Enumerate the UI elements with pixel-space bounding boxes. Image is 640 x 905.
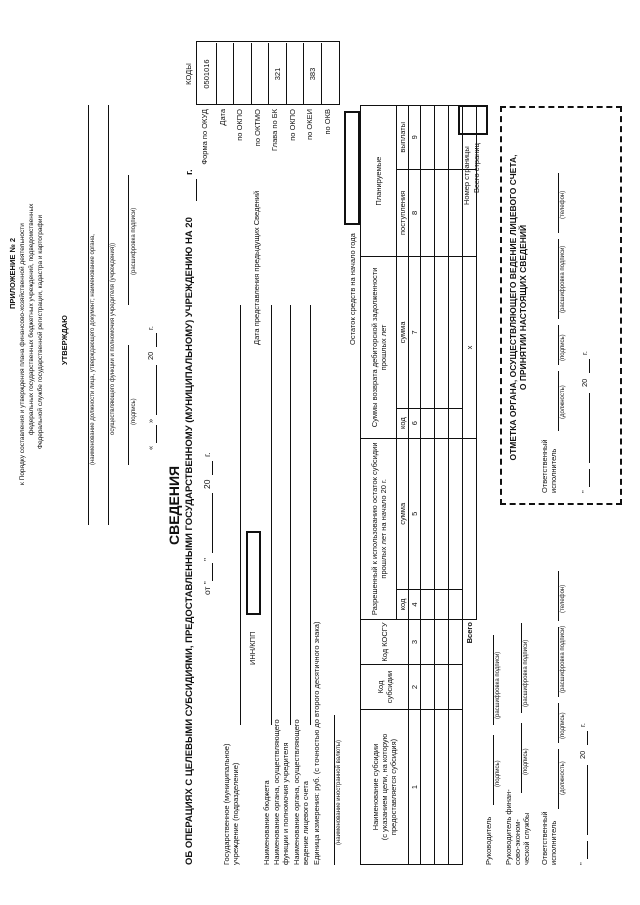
organ-label-2: функции и полномочия учредителя: [281, 742, 290, 865]
appendix-line3: Федеральной службе государственной регистрации, кадастра и картографии: [37, 214, 44, 449]
account-field[interactable]: [310, 305, 311, 725]
approve-function-caption: осуществляющего функции и полномочия учредителя (учреждения)): [110, 242, 116, 435]
mark-position-caption: (должность): [560, 385, 566, 419]
fin-label-3: ческой службы: [522, 812, 531, 865]
approve-signature-caption: (подпись): [131, 398, 137, 425]
inn-label: ИНН/КПП: [248, 631, 257, 665]
mark-exec-2: исполнитель: [549, 448, 558, 493]
mark-title-2: О ПРИНЯТИИ НАСТОЯЩИХ СВЕДЕНИЙ: [518, 224, 528, 391]
col-num-2: 2: [409, 665, 421, 710]
sign-date-g: г.: [578, 723, 587, 727]
from-year: 20: [202, 479, 212, 489]
approve-date-open: «: [146, 445, 155, 450]
mark-title-1: ОТМЕТКА ОРГАНА, ОСУЩЕСТВЛЯЮЩЕГО ВЕДЕНИЕ ЛИЦЕВОГО СЧЕТА,: [508, 154, 518, 461]
fin-label-2: сово-эконом-: [513, 819, 522, 865]
page-total-label: Всего страниц: [472, 143, 481, 193]
code-label: Глава по БК: [270, 109, 279, 151]
account-label-1: Наименование органа, осуществляющего: [292, 719, 301, 865]
header-return-sum: сумма: [397, 257, 409, 408]
prev-date-label: Дата представления предыдущих Сведений: [252, 190, 261, 345]
balance-label: Остаток средств на начало года: [348, 233, 357, 345]
head-sign-caption: (подпись): [495, 760, 501, 787]
total-row: [463, 106, 477, 865]
header-planned: Планируемые: [361, 106, 397, 257]
mark-decode-caption: (расшифровка подписи): [560, 245, 566, 313]
code-label: по ОКПО: [235, 109, 244, 141]
approve-position-caption: (наименование должности лица, утверждающего документ; наименование органа,: [90, 234, 96, 465]
from-quote: ": [202, 557, 212, 561]
header-return: Суммы возврата дебиторской задолженности прошлых лет: [361, 257, 397, 438]
col-num-1: 1: [409, 710, 421, 865]
header-permitted: Разрешенный к использованию остаток субсидии прошлых лет на начало 20 г.: [361, 438, 397, 619]
account-label-2: ведение лицевого счета: [301, 781, 310, 865]
code-label: по ОКВ: [322, 109, 332, 135]
budget-field[interactable]: [271, 305, 272, 725]
header-return-code: код: [397, 408, 409, 438]
mark-phone-caption: (телефон): [560, 190, 566, 219]
currency-caption: (наименование иностранной валюты): [336, 739, 342, 845]
code-value[interactable]: [286, 43, 305, 105]
approve-date-close: »: [146, 418, 155, 423]
code-value[interactable]: [251, 43, 270, 105]
header-permit-sum: сумма: [397, 438, 409, 589]
document-subtitle-g: г.: [184, 169, 195, 175]
exec-label-2: исполнитель: [549, 820, 558, 865]
code-label: по ОКПО: [287, 109, 297, 141]
col-num-8: 8: [409, 169, 421, 257]
col-num-6: 6: [409, 408, 421, 438]
table-row[interactable]: [421, 106, 435, 865]
document-subtitle: ОБ ОПЕРАЦИЯХ С ЦЕЛЕВЫМИ СУБСИДИЯМИ, ПРЕДОСТАВЛЕННЫМИ ГОСУДАРСТВЕННОМУ (МУНИЦИПАЛЬНОМУ) УЧРЕЖДЕНИЮ НА 20: [184, 217, 195, 865]
head-decode-caption: (расшифровка подписи): [495, 651, 501, 719]
mark-exec-1: Ответственный: [540, 439, 549, 493]
head-label: Руководитель: [484, 816, 493, 865]
code-value[interactable]: 383: [303, 43, 322, 105]
appendix-line2: федеральных государственных бюджетных учреждений, подведомственных: [28, 203, 35, 435]
appendix-title: ПРИЛОЖЕНИЕ № 2: [8, 237, 17, 309]
header-code: Код субсидии: [361, 665, 409, 710]
sign-date-year: 20: [578, 750, 587, 759]
code-label: Дата: [217, 109, 227, 126]
col-num-3: 3: [409, 620, 421, 665]
col-num-9: 9: [409, 106, 421, 170]
inn-field[interactable]: [246, 531, 261, 615]
code-label: по ОКЕИ: [305, 109, 314, 140]
col-num-4: 4: [409, 590, 421, 620]
header-income: поступления: [397, 169, 409, 257]
document-title: СВЕДЕНИЯ: [166, 465, 182, 545]
exec-phone-caption: (телефон): [560, 584, 566, 613]
code-value[interactable]: [233, 43, 252, 105]
total-label: Всего: [463, 620, 477, 865]
col-num-5: 5: [409, 438, 421, 589]
codes-header: КОДЫ: [184, 63, 193, 85]
header-permit-code: код: [397, 590, 409, 620]
approve-decode-caption: (расшифровка подписи): [131, 207, 137, 275]
code-value[interactable]: [321, 43, 340, 105]
code-label: Форма по ОКУД: [200, 109, 209, 165]
code-value[interactable]: 0501016: [202, 59, 211, 89]
exec-decode-caption: (расшифровка подписи): [560, 625, 566, 693]
organ-label-1: Наименование органа, осуществляющего: [272, 719, 281, 865]
mark-date-quote: ": [580, 490, 589, 493]
fin-decode-caption: (расшифровка подписи): [523, 639, 529, 707]
code-value[interactable]: [216, 43, 235, 105]
fin-sign-caption: (подпись): [523, 748, 529, 775]
exec-label-1: Ответственный: [540, 811, 549, 865]
budget-label: Наименование бюджета: [262, 780, 271, 865]
header-kosgu: Код КОСГУ: [361, 620, 409, 665]
table-row[interactable]: [449, 106, 463, 865]
code-label: по ОКТМО: [252, 109, 262, 147]
institution-label-2: учреждение (подразделение): [231, 762, 240, 865]
appendix-line1: к Порядку составления и утверждения плана финансово-хозяйственной деятельности: [19, 223, 26, 485]
col-num-7: 7: [409, 257, 421, 408]
from-label: от ": [202, 581, 212, 595]
approve-title: УТВЕРЖДАЮ: [60, 315, 69, 365]
number-row: [409, 106, 421, 865]
subsidies-table: [360, 105, 477, 865]
sign-date-quote: ": [578, 862, 587, 865]
page-number-box[interactable]: [458, 105, 488, 135]
from-year-g: г.: [202, 452, 212, 457]
mark-date-year: 20: [580, 378, 589, 387]
header-name: Наименование субсидии (с указанием цели, на которую предоставляется субсидия): [361, 710, 409, 865]
exec-position-caption: (должность): [560, 761, 566, 795]
balance-field[interactable]: [344, 111, 360, 225]
mark-sign-caption: (подпись): [560, 334, 566, 361]
approve-year: 20: [146, 351, 155, 360]
table-row[interactable]: [435, 106, 449, 865]
code-value[interactable]: 321: [268, 43, 287, 105]
unit-label: Единица измерения: руб. (с точностью до второго десятичного знака): [312, 621, 321, 865]
header-payments: выплаты: [397, 106, 409, 170]
exec-sign-caption: (подпись): [560, 712, 566, 739]
mark-date-g: г.: [580, 351, 589, 355]
fin-label-1: Руководитель финан-: [504, 789, 513, 865]
page-number-label: Номер страницы: [462, 146, 471, 205]
approve-year-g: г.: [146, 326, 155, 330]
total-x: x: [463, 257, 477, 438]
organ-field[interactable]: [290, 305, 291, 725]
institution-label-1: Государственное (муниципальное): [222, 743, 231, 865]
institution-field[interactable]: [240, 305, 241, 725]
